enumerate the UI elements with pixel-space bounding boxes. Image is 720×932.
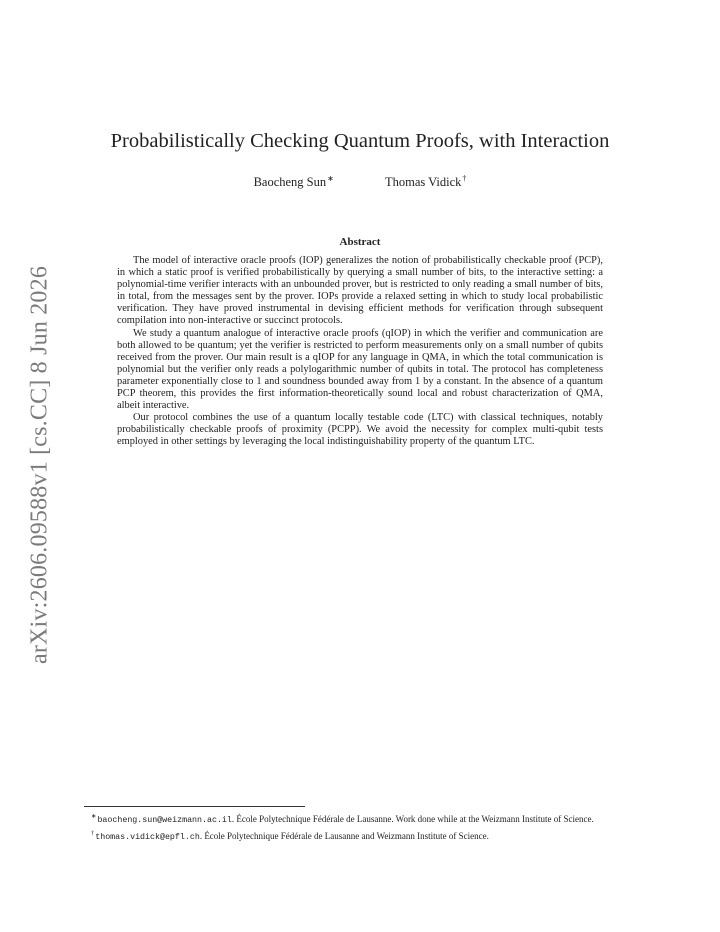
author-name: Baocheng Sun [253,175,327,189]
abstract-paragraph: Our protocol combines the use of a quantum locally testable code (LTC) with classical techniques, notably probabilistically checkable proofs of proximity (PCPP). We avoid the necessity for complex multi-qubit tests employed in other settings by leveraging the local indistinguishability property of the quantum LTC. [117,412,603,448]
author-list [0,174,720,190]
paper-title: Probabilistically Checking Quantum Proofs, with Interaction [110,130,610,152]
author-2 [385,174,466,190]
abstract-paragraph: The model of interactive oracle proofs (IOP) generalizes the notion of probabilistically checkable proof (PCP), in which a static proof is verified probabilistically by querying a small number of bits, to the interactive setting: a polynomial-time verifier interacts with an unbounded prover, but is restricted to only reading a small number of bits, in total, from the messages sent by the prover. IOPs provide a relaxed setting in which to study local probabilistic verification. They have proved instrumental in devising efficient methods for verification through subsequent compilation into non-interactive or succinct protocols. [117,255,603,327]
footnote-1 [84,811,636,827]
author-name: Thomas Vidick [384,175,462,189]
abstract-paragraph: We study a quantum analogue of interactive oracle proofs (qIOP) in which the verifier and communication are both allowed to be quantum; yet the verifier is restricted to perform measurements only on a small number of qubits received from the prover. Our main result is a qIOP for any language in QMA, in which the total communication is polynomial but the verifier only reads a polylogarithmic number of qubits in total. The protocol has completeness parameter exponentially close to 1 and soundness bounded away from 1 by a constant. In the absence of a quantum PCP theorem, this provides the first information-theoretically sound local and robust characterization of QMA, albeit interactive. [117,327,603,412]
footnote-mark: † [91,830,95,837]
footnote-mark: ∗ [91,813,97,820]
author-footnote-mark: ∗ [327,174,334,183]
arxiv-identifier-stamp: arXiv:2606.09588v1 [cs.CC] 8 Jun 2026 [26,265,53,665]
footnote-divider [84,806,305,807]
footnotes [84,811,636,845]
footnote-text: . École Polytechnique Fédérale de Lausanne and Weizmann Institute of Science. [199,831,489,841]
footnote-email: baocheng.sun@weizmann.ac.il [97,816,232,825]
author-1 [254,174,334,190]
footnote-2 [84,828,636,844]
author-footnote-mark: † [462,174,467,183]
footnote-email: thomas.vidick@epfl.ch [95,833,200,842]
footnote-text: . École Polytechnique Fédérale de Lausanne. Work done while at the Weizmann Institute of Science. [231,814,594,824]
abstract-heading: Abstract [339,236,381,248]
abstract-body [117,255,603,449]
